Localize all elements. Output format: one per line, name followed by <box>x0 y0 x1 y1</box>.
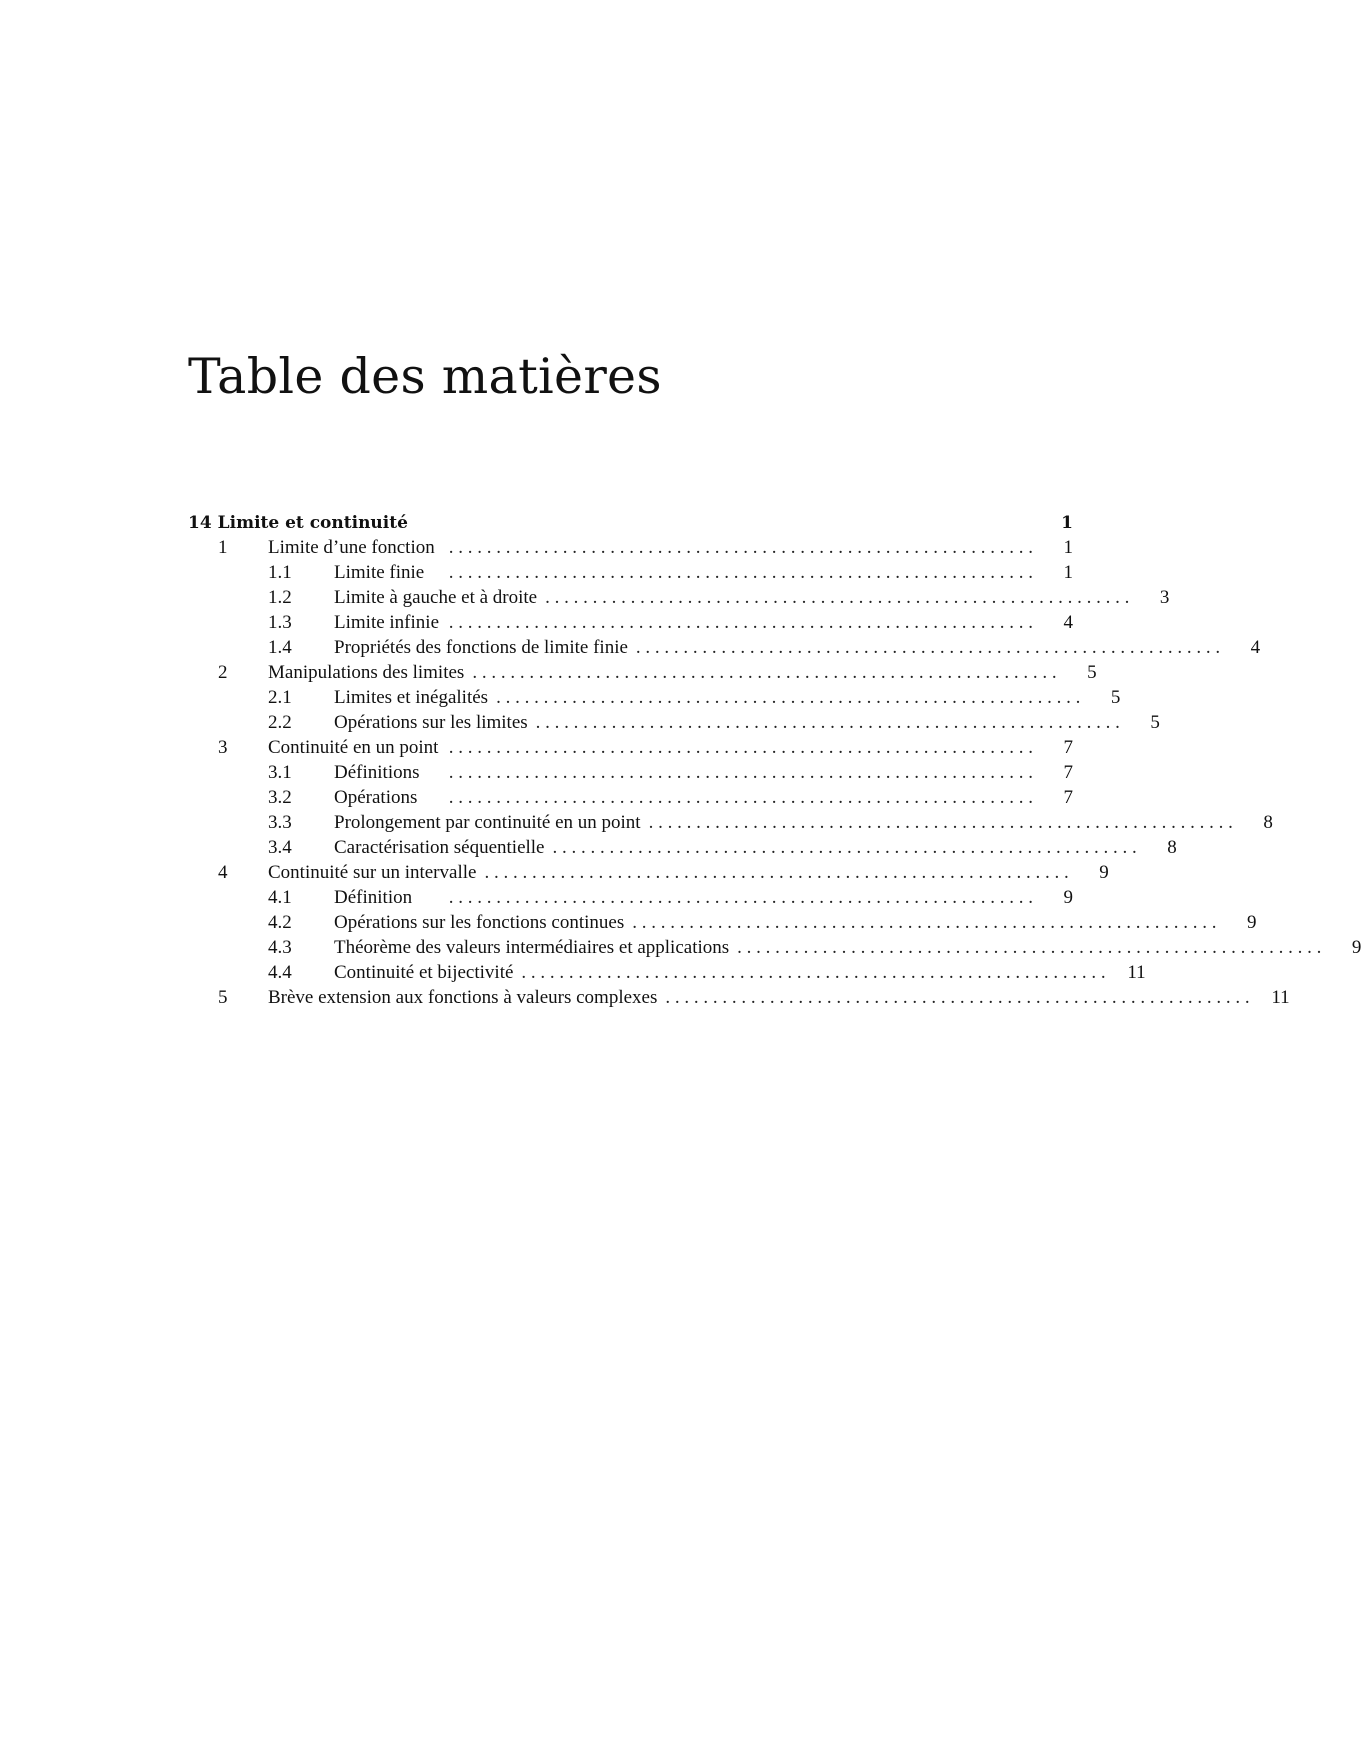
entry-page-number: 7 <box>1063 761 1073 783</box>
entry-page-number: 8 <box>1263 811 1273 833</box>
entry-page-number: 11 <box>1127 961 1146 983</box>
entry-number: 4.3 <box>268 936 292 958</box>
entry-title: Limite à gauche et à droite <box>334 586 538 608</box>
entry-title: Prolongement par continuité en un point <box>334 811 641 833</box>
entry-number: 2.2 <box>268 711 292 733</box>
entry-number: 3.4 <box>268 836 292 858</box>
dot-leader: . . . . . . . . . . . . . . . . . . . . . . . . . . . . . . . . . . . . . . . . . . . . . . . . . . . . . . . . . . . . . . <box>521 961 1106 983</box>
entry-title: Continuité sur un intervalle <box>268 861 477 883</box>
entry-page-number: 9 <box>1063 886 1073 908</box>
entry-title: Brève extension aux fonctions à valeurs complexes <box>268 986 658 1008</box>
entry-page-number: 4 <box>1250 636 1261 658</box>
entry-page-number: 9 <box>1246 911 1257 933</box>
toc-entry-2[interactable] <box>188 660 1097 685</box>
entry-page-number: 9 <box>1351 936 1361 958</box>
entry-title: Définition <box>334 886 413 908</box>
entry-page-number: 4 <box>1063 611 1073 633</box>
entry-number: 3.2 <box>268 786 292 808</box>
entry-title: Manipulations des limites <box>268 661 465 683</box>
entry-title: Opérations <box>334 786 418 808</box>
entry-title: Limite finie <box>334 561 425 583</box>
dot-leader: . . . . . . . . . . . . . . . . . . . . . . . . . . . . . . . . . . . . . . . . . . . . . . . . . . . . . . . . . . . . . . <box>448 886 1033 908</box>
dot-leader: . . . . . . . . . . . . . . . . . . . . . . . . . . . . . . . . . . . . . . . . . . . . . . . . . . . . . . . . . . . . . . <box>472 661 1057 683</box>
toc-chapter-entry[interactable] <box>188 510 1073 535</box>
entry-number: 5 <box>218 986 228 1008</box>
entry-number: 3 <box>218 736 228 758</box>
toc-entry-3-4[interactable] <box>188 835 1177 860</box>
entry-number: 2.1 <box>268 686 292 708</box>
chapter-number: 14 <box>188 512 212 533</box>
entry-number: 1.3 <box>268 611 292 633</box>
toc-entry-2-2[interactable] <box>188 710 1160 735</box>
toc-entry-4-1[interactable] <box>188 885 1073 910</box>
toc-entry-1-3[interactable] <box>188 610 1073 635</box>
entry-page-number: 7 <box>1063 736 1073 758</box>
entry-page-number: 11 <box>1271 986 1290 1008</box>
toc-entry-4-3[interactable] <box>188 935 1361 960</box>
chapter-title: Limite et continuité <box>217 512 408 533</box>
entry-number: 4.2 <box>268 911 292 933</box>
toc-entry-5[interactable] <box>188 985 1290 1010</box>
entry-number: 1 <box>218 536 228 558</box>
entry-page-number: 3 <box>1159 586 1170 608</box>
entry-page-number: 5 <box>1150 711 1160 733</box>
dot-leader: . . . . . . . . . . . . . . . . . . . . . . . . . . . . . . . . . . . . . . . . . . . . . . . . . . . . . . . . . . . . . . <box>484 861 1069 883</box>
entry-title: Théorème des valeurs intermédiaires et applications <box>334 936 730 958</box>
dot-leader: . . . . . . . . . . . . . . . . . . . . . . . . . . . . . . . . . . . . . . . . . . . . . . . . . . . . . . . . . . . . . . <box>448 611 1033 633</box>
dot-leader: . . . . . . . . . . . . . . . . . . . . . . . . . . . . . . . . . . . . . . . . . . . . . . . . . . . . . . . . . . . . . . <box>448 786 1033 808</box>
dot-leader: . . . . . . . . . . . . . . . . . . . . . . . . . . . . . . . . . . . . . . . . . . . . . . . . . . . . . . . . . . . . . . <box>665 986 1250 1008</box>
toc-entry-1[interactable] <box>188 535 1073 560</box>
entry-number: 1.2 <box>268 586 292 608</box>
dot-leader: . . . . . . . . . . . . . . . . . . . . . . . . . . . . . . . . . . . . . . . . . . . . . . . . . . . . . . . . . . . . . . <box>635 636 1221 658</box>
entry-number: 1.1 <box>268 561 292 583</box>
dot-leader: . . . . . . . . . . . . . . . . . . . . . . . . . . . . . . . . . . . . . . . . . . . . . . . . . . . . . . . . . . . . . . <box>535 711 1120 733</box>
toc-entry-3-1[interactable] <box>188 760 1073 785</box>
dot-leader: . . . . . . . . . . . . . . . . . . . . . . . . . . . . . . . . . . . . . . . . . . . . . . . . . . . . . . . . . . . . . . <box>448 736 1033 758</box>
entry-page-number: 7 <box>1063 786 1073 808</box>
toc-entry-4-2[interactable] <box>188 910 1257 935</box>
entry-page-number: 5 <box>1110 686 1121 708</box>
toc-entry-2-1[interactable] <box>188 685 1121 710</box>
dot-leader: . . . . . . . . . . . . . . . . . . . . . . . . . . . . . . . . . . . . . . . . . . . . . . . . . . . . . . . . . . . . . . <box>648 811 1233 833</box>
dot-leader: . . . . . . . . . . . . . . . . . . . . . . . . . . . . . . . . . . . . . . . . . . . . . . . . . . . . . . . . . . . . . . <box>737 936 1322 958</box>
entry-number: 4.4 <box>268 961 292 983</box>
dot-leader: . . . . . . . . . . . . . . . . . . . . . . . . . . . . . . . . . . . . . . . . . . . . . . . . . . . . . . . . . . . . . . <box>545 586 1130 608</box>
toc-entry-3-3[interactable] <box>188 810 1273 835</box>
entry-title: Opérations sur les limites <box>334 711 528 733</box>
entry-page-number: 1 <box>1063 536 1073 558</box>
toc-entry-3-2[interactable] <box>188 785 1073 810</box>
toc-entry-3[interactable] <box>188 735 1073 760</box>
entry-title: Opérations sur les fonctions continues <box>334 911 625 933</box>
table-of-contents <box>188 510 1361 1010</box>
dot-leader: . . . . . . . . . . . . . . . . . . . . . . . . . . . . . . . . . . . . . . . . . . . . . . . . . . . . . . . . . . . . . . <box>496 686 1081 708</box>
dot-leader: . . . . . . . . . . . . . . . . . . . . . . . . . . . . . . . . . . . . . . . . . . . . . . . . . . . . . . . . . . . . . . <box>448 561 1033 583</box>
toc-entry-1-1[interactable] <box>188 560 1073 585</box>
page-title: Table des matières <box>188 348 662 405</box>
dot-leader: . . . . . . . . . . . . . . . . . . . . . . . . . . . . . . . . . . . . . . . . . . . . . . . . . . . . . . . . . . . . . . <box>448 761 1033 783</box>
entry-number: 2 <box>218 661 228 683</box>
entry-number: 4 <box>218 861 228 883</box>
entry-title: Limites et inégalités <box>334 686 489 708</box>
entry-title: Définitions <box>334 761 420 783</box>
entry-title: Propriétés des fonctions de limite finie <box>334 636 628 658</box>
entry-number: 3.3 <box>268 811 292 833</box>
entry-number: 4.1 <box>268 886 292 908</box>
toc-entry-4[interactable] <box>188 860 1109 885</box>
entry-title: Continuité en un point <box>268 736 439 758</box>
entry-page-number: 8 <box>1167 836 1177 858</box>
dot-leader: . . . . . . . . . . . . . . . . . . . . . . . . . . . . . . . . . . . . . . . . . . . . . . . . . . . . . . . . . . . . . . <box>448 536 1033 558</box>
toc-entry-1-2[interactable] <box>188 585 1170 610</box>
entry-title: Continuité et bijectivité <box>334 961 514 983</box>
entry-page-number: 9 <box>1099 861 1109 883</box>
entry-title: Limite infinie <box>334 611 440 633</box>
dot-leader: . . . . . . . . . . . . . . . . . . . . . . . . . . . . . . . . . . . . . . . . . . . . . . . . . . . . . . . . . . . . . . <box>632 911 1217 933</box>
toc-entry-1-4[interactable] <box>188 635 1261 660</box>
entry-number: 3.1 <box>268 761 292 783</box>
entry-title: Caractérisation séquentielle <box>334 836 545 858</box>
chapter-page-number: 1 <box>1061 512 1073 533</box>
dot-leader: . . . . . . . . . . . . . . . . . . . . . . . . . . . . . . . . . . . . . . . . . . . . . . . . . . . . . . . . . . . . . . <box>552 836 1137 858</box>
entry-page-number: 5 <box>1087 661 1097 683</box>
entry-page-number: 1 <box>1063 561 1073 583</box>
entry-title: Limite d’une fonction <box>268 536 435 558</box>
entry-number: 1.4 <box>268 636 292 658</box>
toc-entry-4-4[interactable] <box>188 960 1146 985</box>
